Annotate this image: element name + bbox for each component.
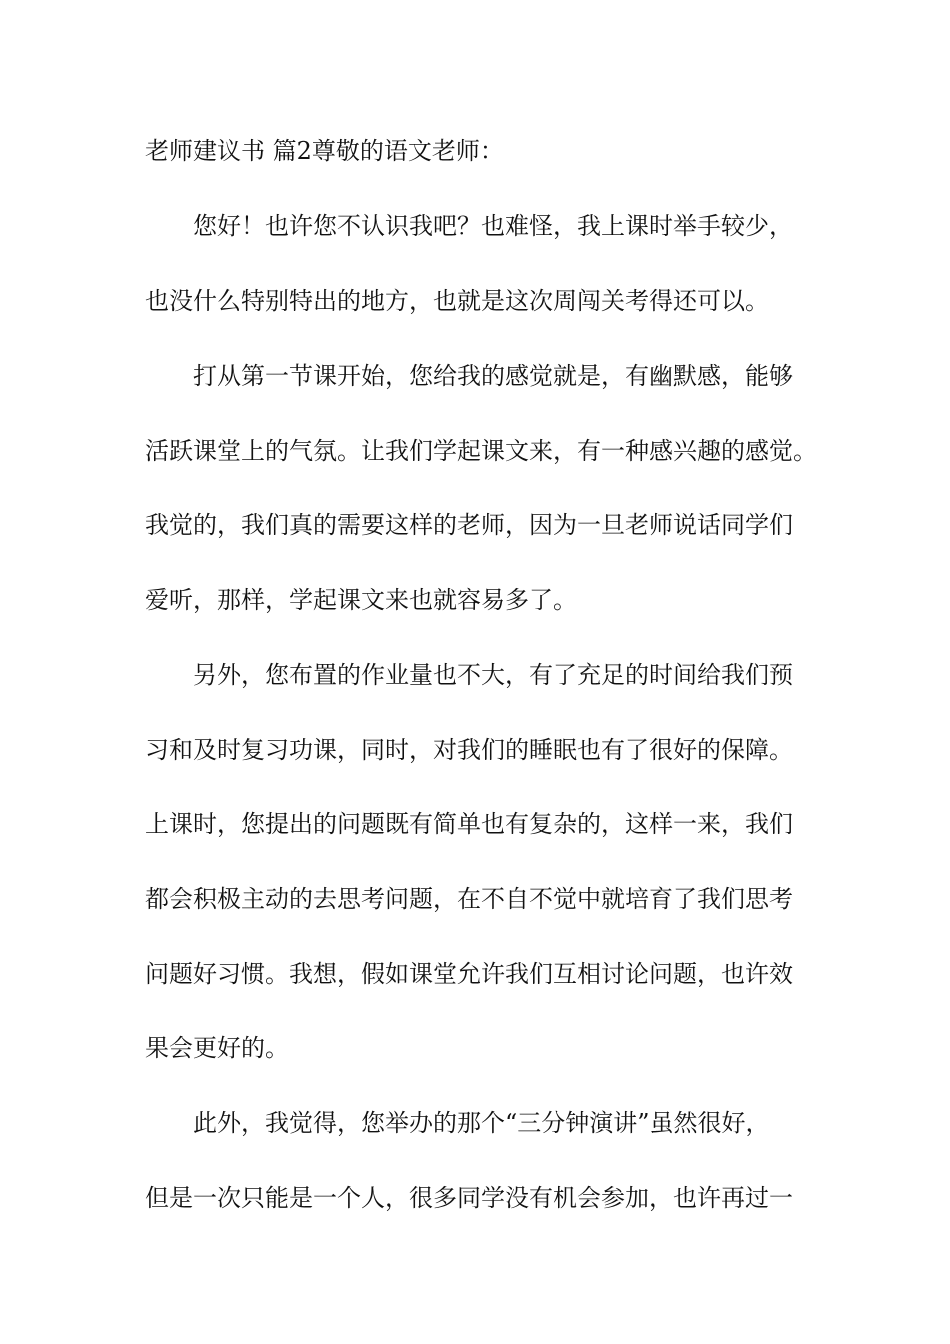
paragraph-line: 您好！也许您不认识我吧？也难怪，我上课时举手较少，: [193, 212, 793, 240]
paragraph-line: 问题好习惯。我想，假如课堂允许我们互相讨论问题，也许效: [145, 960, 793, 988]
paragraph-line: 另外，您布置的作业量也不大，有了充足的时间给我们预: [193, 661, 793, 689]
paragraph-line: 打从第一节课开始，您给我的感觉就是，有幽默感，能够: [193, 362, 793, 390]
paragraph-line: 活跃课堂上的气氛。让我们学起课文来，有一种感兴趣的感觉。: [145, 437, 817, 465]
paragraph-line: 爱听，那样，学起课文来也就容易多了。: [145, 586, 577, 614]
paragraph-line: 习和及时复习功课，同时，对我们的睡眠也有了很好的保障。: [145, 736, 793, 764]
paragraph-line: 我觉的，我们真的需要这样的老师，因为一旦老师说话同学们: [145, 511, 793, 539]
paragraph-line: 但是一次只能是一个人，很多同学没有机会参加，也许再过一: [145, 1184, 793, 1212]
paragraph-line: 也没什么特别特出的地方，也就是这次周闯关考得还可以。: [145, 287, 769, 315]
paragraph-line: 上课时，您提出的问题既有简单也有复杂的，这样一来，我们: [145, 810, 793, 838]
paragraph-line: 都会积极主动的去思考问题，在不自不觉中就培育了我们思考: [145, 885, 793, 913]
paragraph-line: 此外，我觉得，您举办的那个“三分钟演讲”虽然很好，: [193, 1109, 770, 1137]
document-heading: 老师建议书 篇2尊敬的语文老师：: [145, 137, 504, 165]
paragraph-line: 果会更好的。: [145, 1034, 289, 1062]
